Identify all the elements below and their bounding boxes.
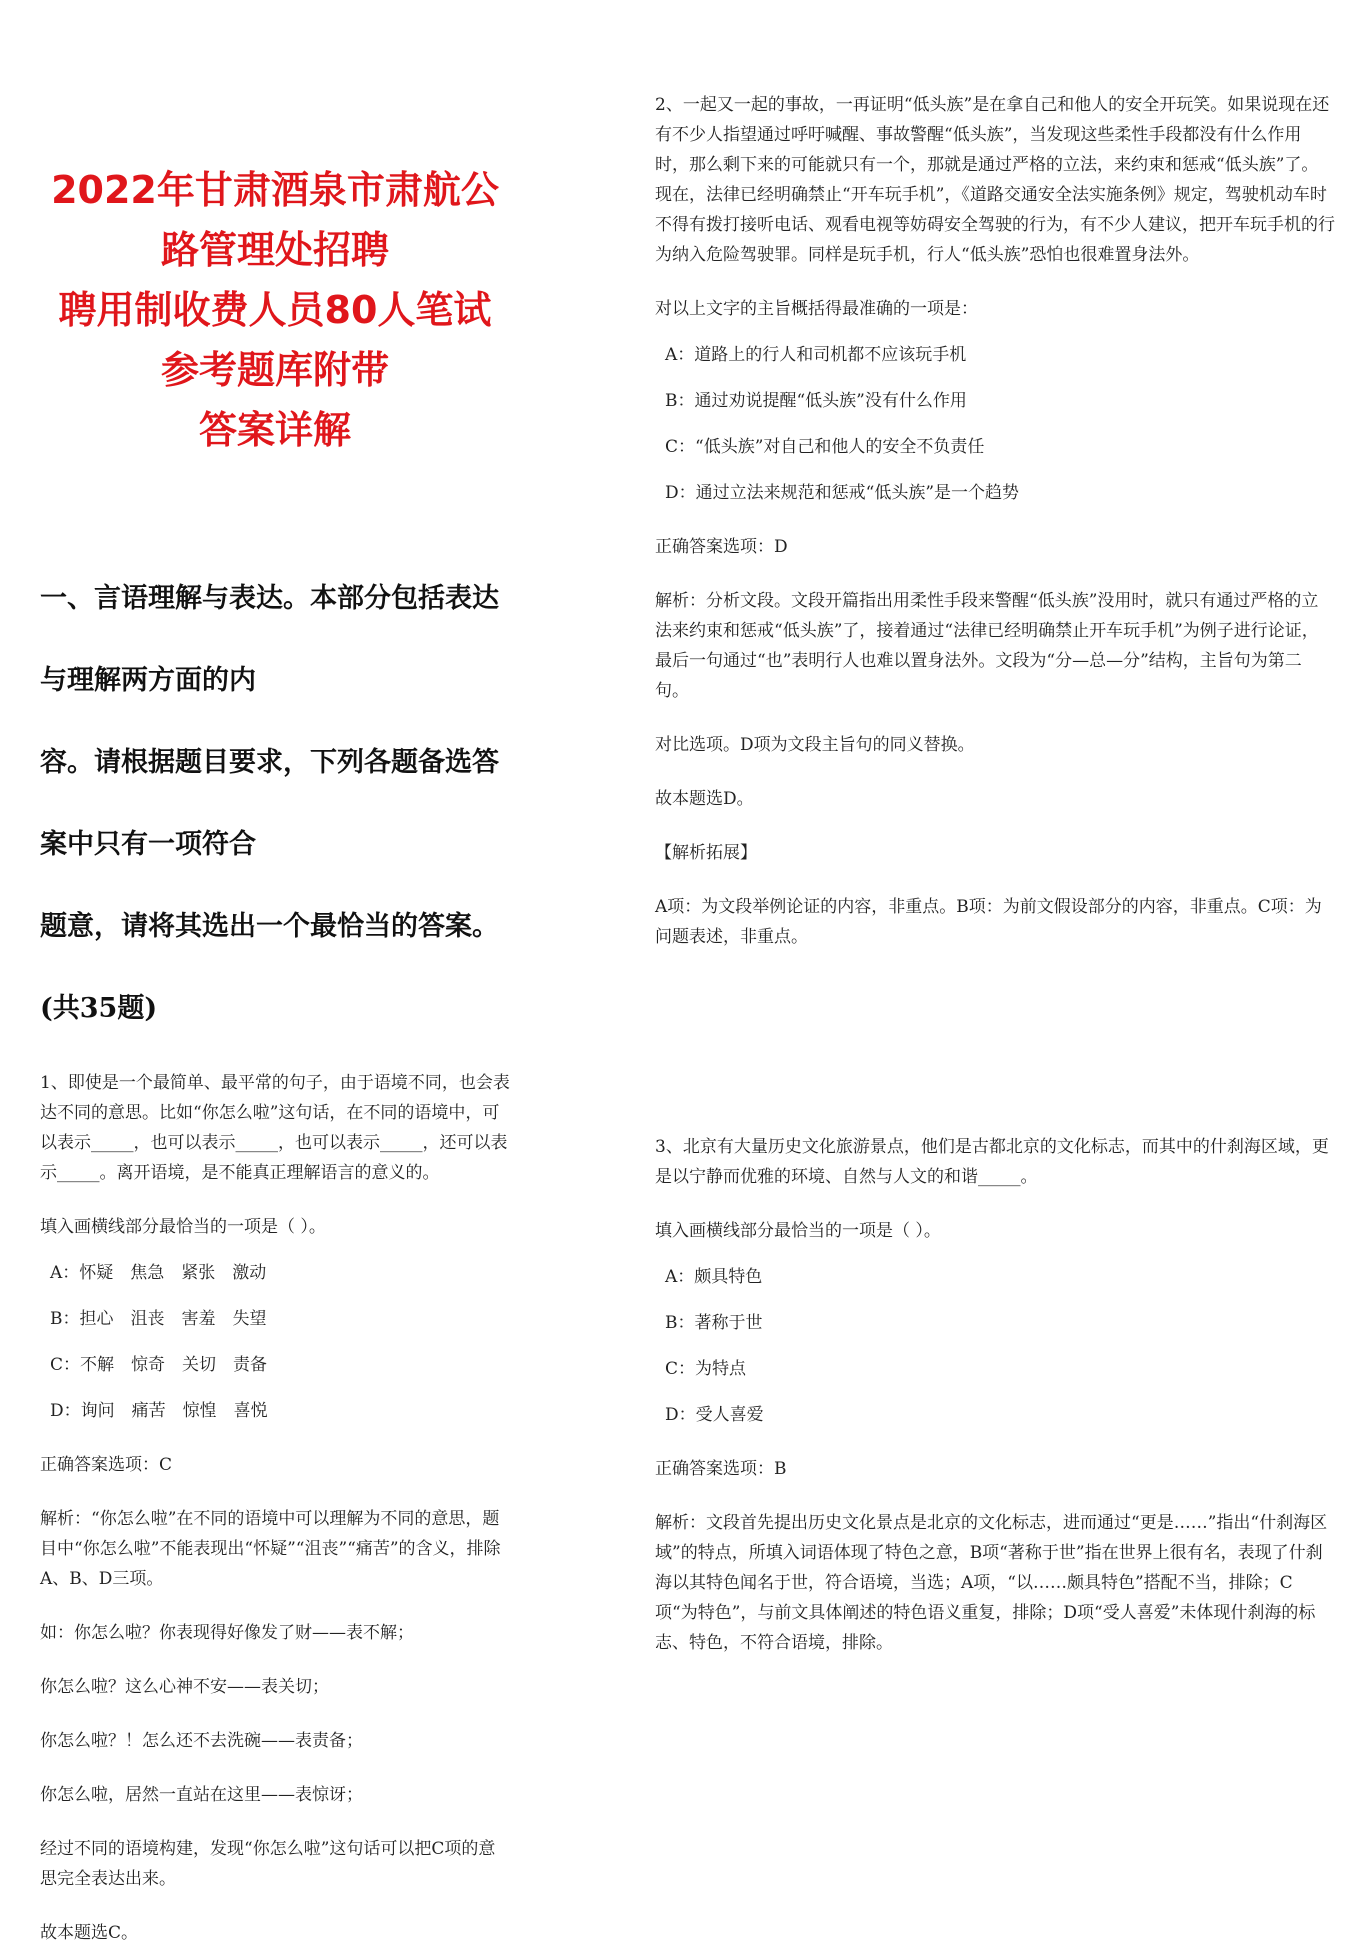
question-1-example-3: 你怎么啦？！怎么还不去洗碗——表责备； bbox=[40, 1731, 363, 1751]
question-2-final: 故本题选D。 bbox=[655, 789, 754, 809]
question-3-option-b: B：著称于世 bbox=[665, 1313, 763, 1333]
question-1-example-1: 如：你怎么啦？你表现得好像发了财——表不解； bbox=[40, 1623, 414, 1643]
question-2-extension: A项：为文段举例论证的内容，非重点。B项：为前文假设部分的内容，非重点。C项：为问题表述，非重点。 bbox=[655, 897, 1322, 947]
question-3-option-d: D：受人喜爱 bbox=[665, 1405, 764, 1425]
question-1-example-4: 你怎么啦，居然一直站在这里——表惊讶； bbox=[40, 1785, 363, 1805]
question-1-final: 故本题选C。 bbox=[40, 1923, 139, 1943]
document-title-line-1: 2022年甘肃酒泉市肃航公路管理处招聘 bbox=[51, 168, 499, 272]
question-1-option-a: A：怀疑 焦急 紧张 激动 bbox=[50, 1263, 267, 1283]
question-3-text: 3、北京有大量历史文化旅游景点，他们是古都北京的文化标志，而其中的什刹海区域，更是以宁静而优雅的环境、自然与人文的和谐_____。 bbox=[655, 1137, 1329, 1187]
section-heading-line-1: 一、言语理解与表达。本部分包括表达与理解两方面的内 bbox=[40, 583, 499, 696]
question-1-option-c: C：不解 惊奇 关切 责备 bbox=[50, 1355, 268, 1375]
question-2-option-b: B：通过劝说提醒“低头族”没有什么作用 bbox=[665, 391, 967, 411]
question-2-prompt: 对以上文字的主旨概括得最准确的一项是： bbox=[655, 299, 978, 319]
document-title-line-3: 答案详解 bbox=[198, 408, 351, 452]
question-3-prompt: 填入画横线部分最恰当的一项是（ ）。 bbox=[655, 1221, 941, 1241]
question-1-prompt: 填入画横线部分最恰当的一项是（ ）。 bbox=[40, 1217, 326, 1237]
question-3-option-a: A：颇具特色 bbox=[665, 1267, 763, 1287]
question-2-option-a: A：道路上的行人和司机都不应该玩手机 bbox=[665, 345, 967, 365]
section-heading-line-3: 题意，请将其选出一个最恰当的答案。(共35题) bbox=[40, 911, 499, 1024]
question-3-answer: 正确答案选项：B bbox=[655, 1459, 787, 1479]
question-2-analysis: 解析：分析文段。文段开篇指出用柔性手段来警醒“低头族”没用时，就只有通过严格的立法来约束和惩戒“低头族”了，接着通过“法律已经明确禁止开车玩手机”为例子进行论证，最后一句通过“也”表明行人也难以置身法外。文段为“分—总—分”结构，主旨句为第二句。 bbox=[655, 591, 1319, 701]
question-2-option-d: D：通过立法来规范和惩戒“低头族”是一个趋势 bbox=[665, 483, 1020, 503]
question-2-text: 2、一起又一起的事故，一再证明“低头族”是在拿自己和他人的安全开玩笑。如果说现在还有不少人指望通过呼吁喊醒、事故警醒“低头族”，当发现这些柔性手段都没有什么作用时，那么剩下来的可能就只有一个，那就是通过严格的立法，来约束和惩戒“低头族”了。现在，法律已经明确禁止“开车玩手机”，《道路交通安全法实施条例》规定，驾驶机动车时不得有拨打接听电话、观看电视等妨碍安全驾驶的行为，有不少人建议，把开车玩手机的行为纳入危险驾驶罪。同样是玩手机，行人“低头族”恐怕也很难置身法外。 bbox=[655, 95, 1335, 265]
question-1-answer: 正确答案选项：C bbox=[40, 1455, 173, 1475]
question-1-conclusion: 经过不同的语境构建，发现“你怎么啦”这句话可以把C项的意思完全表达出来。 bbox=[40, 1839, 496, 1889]
right-column bbox=[655, 0, 1335, 1658]
document-title-line-2: 聘用制收费人员80人笔试参考题库附带 bbox=[58, 288, 492, 392]
question-1-example-2: 你怎么啦？这么心神不安——表关切； bbox=[40, 1677, 329, 1697]
question-3-analysis: 解析：文段首先提出历史文化景点是北京的文化标志，进而通过“更是……”指出“什刹海区域”的特点，所填入词语体现了特色之意，B项“著称于世”指在世界上很有名，表现了什刹海以其特色闻名于世，符合语境，当选；A项，“以……颇具特色”搭配不当，排除；C项“为特色”，与前文具体阐述的特色语义重复，排除；D项“受人喜爱”未体现什刹海的标志、特色，不符合语境，排除。 bbox=[655, 1513, 1328, 1653]
left-column bbox=[40, 0, 510, 1948]
section-heading-line-2: 容。请根据题目要求，下列各题备选答案中只有一项符合 bbox=[40, 747, 499, 860]
question-2-option-c: C：“低头族”对自己和他人的安全不负责任 bbox=[665, 437, 985, 457]
question-1-analysis: 解析：“你怎么啦”在不同的语境中可以理解为不同的意思，题目中“你怎么啦”不能表现出“怀疑”“沮丧”“痛苦”的含义，排除A、B、D三项。 bbox=[40, 1509, 501, 1589]
question-1-text: 1、即使是一个最简单、最平常的句子，由于语境不同，也会表达不同的意思。比如“你怎么啦”这句话，在不同的语境中，可以表示_____，也可以表示_____，也可以表示_____，还可以表示_____。离开语境，是不能真正理解语言的意义的。 bbox=[40, 1073, 510, 1183]
question-2-compare: 对比选项。D项为文段主旨句的同义替换。 bbox=[655, 735, 975, 755]
question-3-option-c: C：为特点 bbox=[665, 1359, 747, 1379]
question-1-option-b: B：担心 沮丧 害羞 失望 bbox=[50, 1309, 267, 1329]
question-2-extension-title: 【解析拓展】 bbox=[655, 843, 757, 863]
question-1-option-d: D：询问 痛苦 惊惶 喜悦 bbox=[50, 1401, 268, 1421]
question-2-answer: 正确答案选项：D bbox=[655, 537, 788, 557]
